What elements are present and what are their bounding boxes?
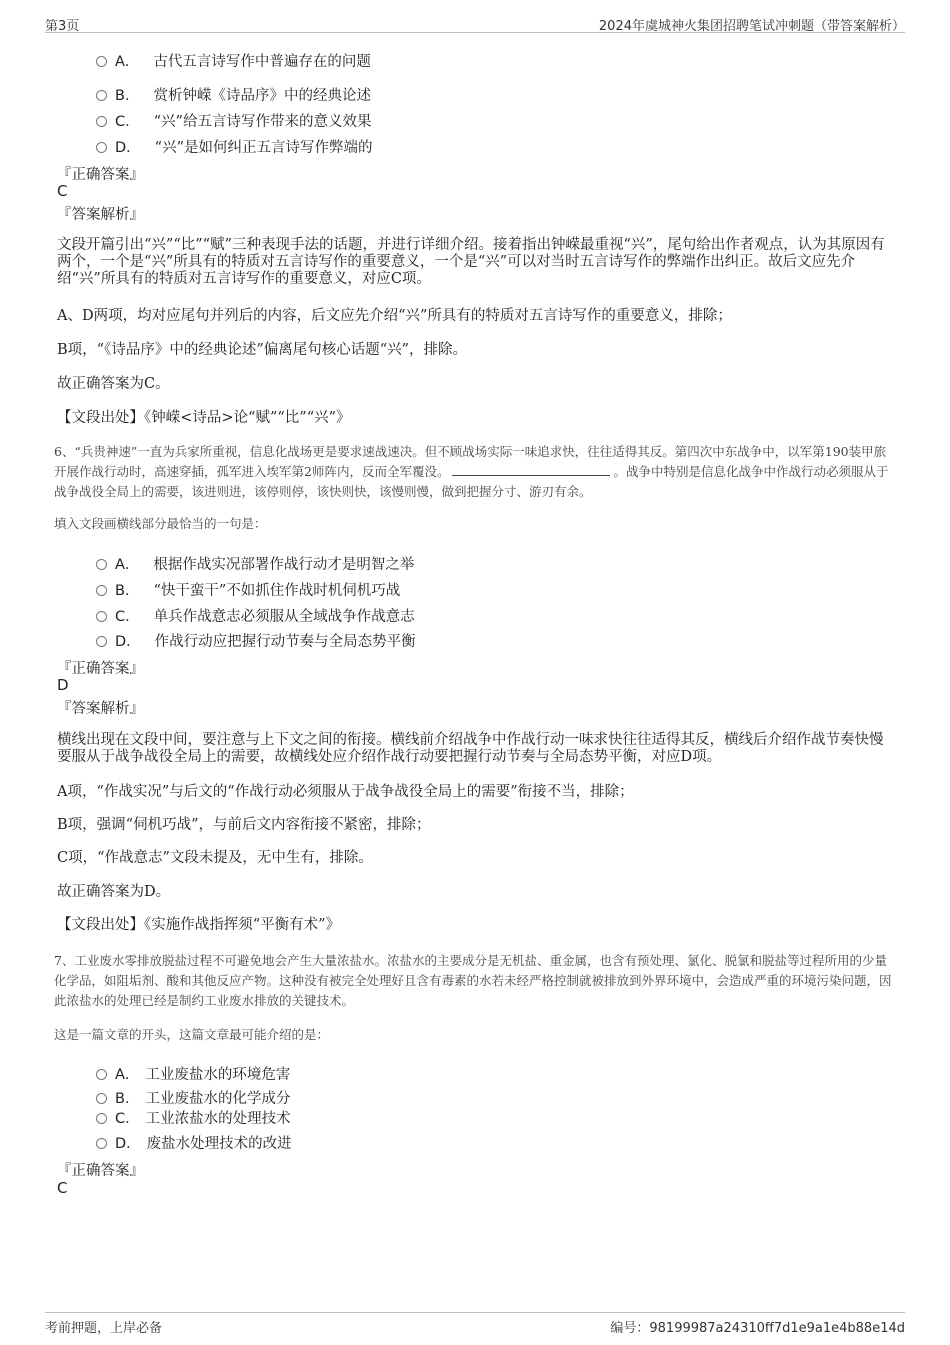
q5-analysis-paragraph: 文段开篇引出“兴”“比”“赋”三种表现手法的话题，并进行详细介绍。接着指出钟嵘最重视“兴”，尾句给出作者观点，认为其原因有两个，一个是“兴”所具有的特质对五言诗写作的重要意义，一个是“兴”可以对当时五言诗写作的弊端作出纠正。故后文应先介绍“兴”所具有的特质对五言诗写作的重要意义，对应C项。 (57, 237, 885, 287)
q5-analysis-paragraph: 故正确答案为C。 (57, 376, 170, 392)
q5-answer: C (57, 182, 68, 200)
q7-option-d[interactable]: D． 废盐水处理技术的改进 (96, 1132, 292, 1153)
radio-icon[interactable] (96, 559, 107, 570)
q6-analysis-paragraph: 故正确答案为D。 (57, 884, 171, 900)
q5-source: 【文段出处】《钟嵘<诗品>论“赋”“比”“兴”》 (57, 410, 351, 426)
q6-option-c[interactable]: C． 单兵作战意志必须服从全域战争作战意志 (96, 605, 415, 626)
q6-analysis-paragraph: C项，“作战意志”文段未提及，无中生有，排除。 (57, 850, 373, 866)
radio-icon[interactable] (96, 142, 107, 153)
q7-prompt: 这是一篇文章的开头，这篇文章最可能介绍的是： (54, 1027, 330, 1042)
q7-option-b[interactable]: B． 工业废盐水的化学成分 (96, 1087, 290, 1108)
q5-option-a[interactable]: A． 古代五言诗写作中普遍存在的问题 (96, 50, 371, 71)
page-header (45, 12, 905, 33)
q7-stem: 7、工业废水零排放脱盐过程不可避免地会产生大量浓盐水。浓盐水的主要成分是无机盐、重金属，也含有预处理、氯化、脱氯和脱盐等过程所用的少量化学品，如阻垢剂、酸和其他反应产物。这种没有被完全处理好且含有毒素的水若未经严格控制就被排放到外界环境中，会造成严重的环境污染问题，因此浓盐水的处理已经是制约工业废水排放的关键技术。 (54, 953, 892, 1008)
q6-option-b[interactable]: B． “快干蛮干”不如抓住作战时机伺机巧战 (96, 579, 400, 600)
footer-slogan: 考前押题，上岸必备 (45, 1321, 163, 1336)
radio-icon[interactable] (96, 611, 107, 622)
q5-option-d[interactable]: D． “兴”是如何纠正五言诗写作弊端的 (96, 136, 373, 157)
page-footer (45, 1312, 905, 1335)
page-number: 第3页 (45, 19, 80, 34)
radio-icon[interactable] (96, 90, 107, 101)
q6-analysis-paragraph: B项，强调“伺机巧战”，与前后文内容衔接不紧密，排除； (57, 817, 431, 833)
radio-icon[interactable] (96, 585, 107, 596)
radio-icon[interactable] (96, 1069, 107, 1080)
q6-answer-label: 『正确答案』 (57, 661, 144, 677)
radio-icon[interactable] (96, 636, 107, 647)
radio-icon[interactable] (96, 1093, 107, 1104)
q7-option-c[interactable]: C． 工业浓盐水的处理技术 (96, 1107, 291, 1128)
document-code: 编号：98199987a24310ff7d1e9a1e4b88e14d (610, 1321, 905, 1336)
q6-source: 【文段出处】《实施作战指挥须“平衡有术”》 (57, 917, 341, 933)
radio-icon[interactable] (96, 1113, 107, 1124)
q5-answer-label: 『正确答案』 (57, 167, 144, 183)
radio-icon[interactable] (96, 56, 107, 67)
q5-analysis-paragraph: A、D两项，均对应尾句并列后的内容，后文应先介绍“兴”所具有的特质对五言诗写作的重要意义，排除； (57, 308, 732, 324)
q6-stem: 6、“兵贵神速”一直为兵家所重视，信息化战场更是要求速战速决。但不顾战场实际一味追求快，往往适得其反。第四次中东战争中，以军第190装甲旅开展作战行动时，高速穿插，孤军进入埃军第2师阵内，反而全军覆没。 。战争中特别是信息化战争中作战行动必须服从于战争战役全局上的需要，该进则进，该停则停，该快则快，该慢则慢，做到把握分寸、游刃有余。 (54, 444, 889, 499)
q6-analysis-label: 『答案解析』 (57, 701, 144, 717)
q6-answer: D (57, 676, 69, 694)
q7-answer-label: 『正确答案』 (57, 1163, 144, 1179)
q6-analysis-paragraph: A项，“作战实况”与后文的“作战行动必须服从于战争战役全局上的需要”衔接不当，排除； (57, 784, 634, 800)
q6-prompt: 填入文段画横线部分最恰当的一句是： (54, 516, 267, 531)
radio-icon[interactable] (96, 116, 107, 127)
q5-analysis-label: 『答案解析』 (57, 207, 144, 223)
q6-option-a[interactable]: A． 根据作战实况部署作战行动才是明智之举 (96, 553, 414, 574)
document-title: 2024年虞城神火集团招聘笔试冲刺题（带答案解析） (598, 19, 905, 34)
q5-option-c[interactable]: C． “兴”给五言诗写作带来的意义效果 (96, 110, 371, 131)
radio-icon[interactable] (96, 1138, 107, 1149)
q7-option-a[interactable]: A． 工业废盐水的环境危害 (96, 1063, 290, 1084)
q6-option-d[interactable]: D． 作战行动应把握行动节奏与全局态势平衡 (96, 630, 416, 651)
q6-analysis-paragraph: 横线出现在文段中间，要注意与上下文之间的衔接。横线前介绍战争中作战行动一味求快往往适得其反，横线后介绍作战节奏快慢要服从于战争战役全局上的需要，故横线处应介绍作战行动要把握行动节奏与全局态势平衡，对应D项。 (57, 732, 884, 765)
q7-answer: C (57, 1179, 68, 1197)
q5-analysis-paragraph: B项，“《诗品序》中的经典论述”偏离尾句核心话题“兴”，排除。 (57, 342, 468, 358)
fill-blank (452, 463, 610, 476)
q5-option-b[interactable]: B． 赏析钟嵘《诗品序》中的经典论述 (96, 84, 371, 105)
